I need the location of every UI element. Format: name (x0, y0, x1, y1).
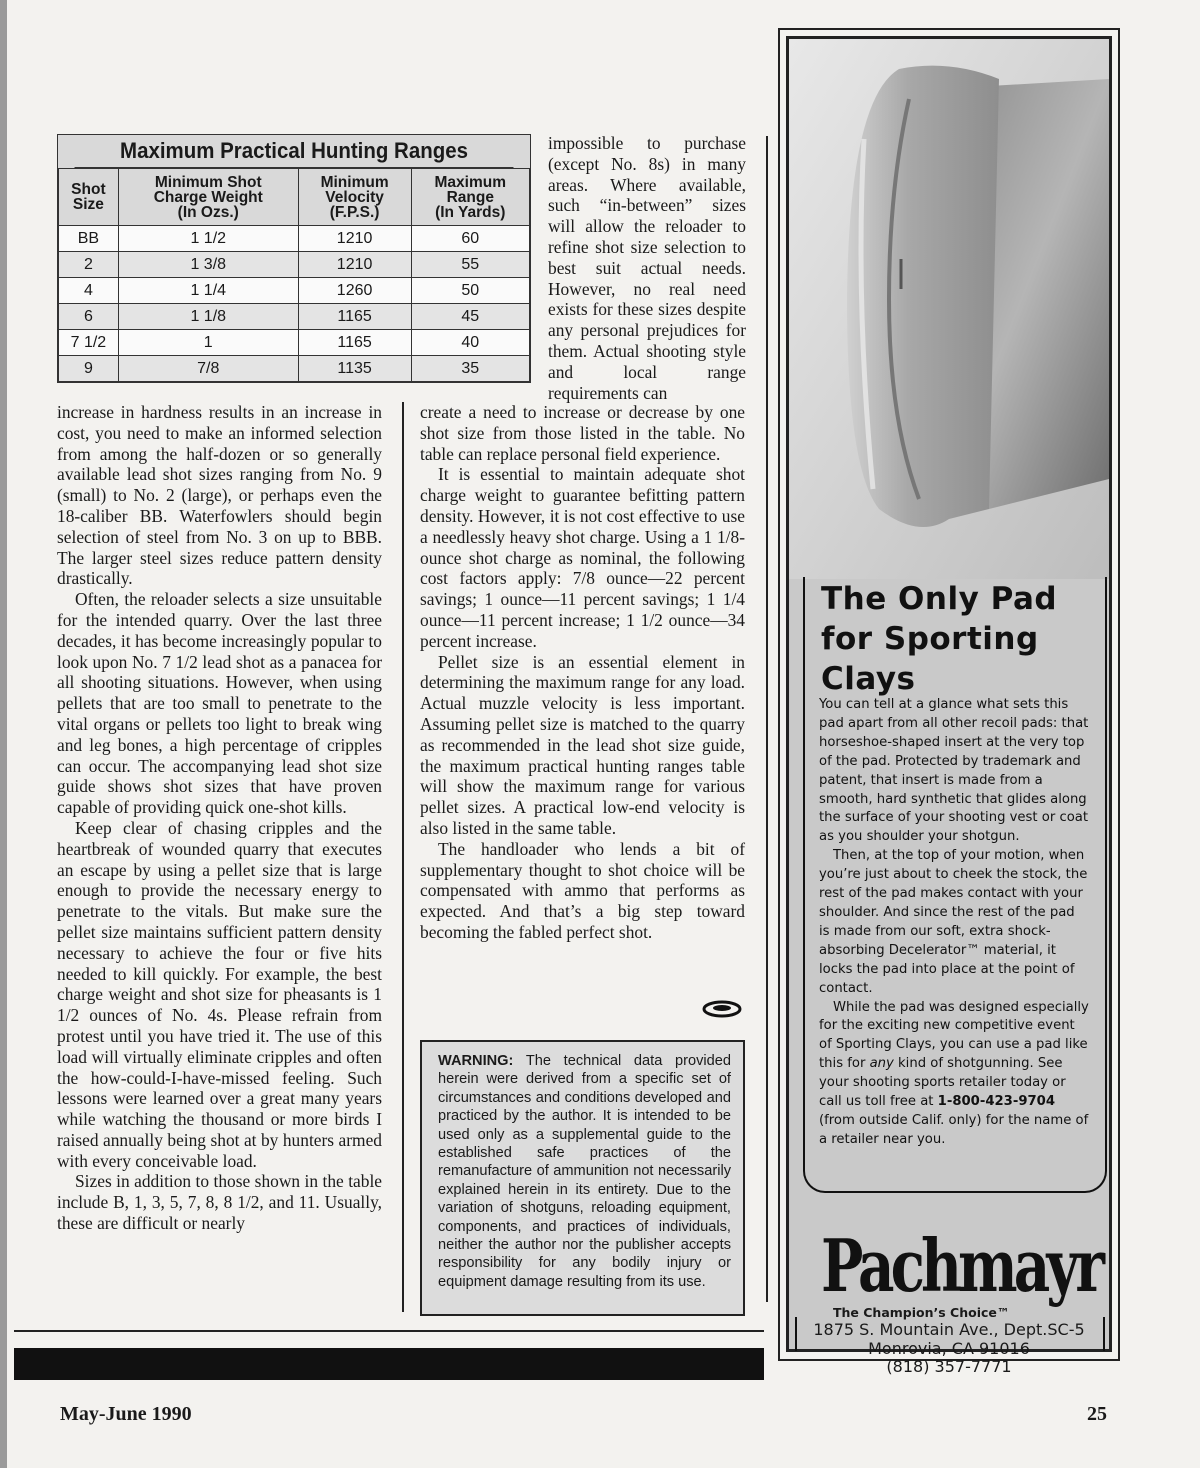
warning-box (420, 1040, 745, 1316)
header-line: Range (446, 188, 494, 206)
table-cell: 1 3/8 (118, 252, 298, 278)
paragraph: Pellet size is an essential element in determining the maximum range for any load. Actual muzzle velocity is less important. Assuming pellet size is matched to the quarry as recommended in the lead shot size guide, the maximum practical hunting ranges table will show the maximum range for various pellet sizes. A practical low-end velocity is also listed in the same table. (420, 651, 745, 838)
pachmayr-ad (786, 36, 1112, 1376)
header-line: Minimum Shot (154, 173, 262, 191)
table-cell: 2 (59, 252, 119, 278)
column-header (118, 169, 298, 226)
table-row (59, 226, 530, 252)
ad-paragraph: You can tell at a glance what sets this pad apart from all other recoil pads: that horseshoe-shaped insert at the very top of the pad. Protected by trademark and patent, that insert is made from a smooth, hard synthetic that glides along the surface of your shooting vest or coat as you shoulder your shotgun. (819, 697, 1089, 845)
black-bar (14, 1348, 764, 1380)
toll-free-number: 1-800-423-9704 (937, 1094, 1056, 1110)
header-line: Size (72, 196, 104, 213)
paragraph: It is essential to maintain adequate shot charge weight to guarantee befitting pattern density. However, it is not cost effective to use a needlessly heavy shot charge. Using a 1 1/8-ounce shot charge as nominal, the following cost factors apply: 7/8 ounce—22 percent savings; 1 ounce—11 percent savings; 1 1/4 ounce—11 percent increase; 1 1/2 ounce—34 percent increase. (420, 464, 745, 651)
ad-body-copy (819, 696, 1089, 1150)
header-line: Minimum (320, 173, 389, 191)
paragraph: impossible to purchase (except No. 8s) in many areas. Where available, such “in-between” sizes will allow the reloader to refine shot size selection to best suit actual needs. However, no real need exists for these sizes despite any personal prejudices for them. Actual shooting style and local range requirements can (548, 133, 746, 403)
header-line: Velocity (325, 188, 384, 206)
column-divider (402, 402, 404, 1312)
table-cell: 45 (411, 304, 530, 330)
paragraph: Sizes in addition to those shown in the table include B, 1, 3, 5, 7, 8, 8 1/2, and 11. Usually, these are difficult or nearly (57, 1171, 382, 1234)
table-cell: 1 1/4 (118, 278, 298, 304)
article-col-1 (57, 402, 382, 1234)
address-line: Monrovia, CA 91016 (868, 1338, 1030, 1358)
header-line: (In Ozs.) (177, 203, 239, 221)
ad-text: kind of shotgunning. See your shooting sports retailer today or call us toll free at (819, 1056, 1066, 1110)
table-cell: 1210 (298, 226, 411, 252)
table-cell: 1 (118, 330, 298, 356)
paragraph: The handloader who lends a bit of supplementary thought to shot choice will be compensated with ammo that performs as expected. And that’s a big step toward becoming the fabled perfect shot. (420, 838, 745, 942)
table-cell: 7 1/2 (59, 330, 119, 356)
table-cell: 9 (59, 356, 119, 382)
header-line: (In Yards) (435, 203, 506, 221)
table-cell: 1 1/2 (118, 226, 298, 252)
table-cell: 60 (411, 226, 530, 252)
paragraph: Often, the reloader selects a size unsuitable for the intended quarry. Over the last three decades, it has become increasingly popular to look upon No. 7 1/2 lead shot as a panacea for all shooting situations. However, when using pellets that are too small to penetrate to the vital organs or pellets too light to break wing and leg bones, a high percentage of cripples can occur. The accompanying lead shot size guide shows shot sizes that have proven capable of providing quick one-shot kills. (57, 589, 382, 818)
column-header (59, 169, 119, 226)
article-col-2 (420, 402, 745, 943)
ad-text: While the pad was designed especially for the exciting new competitive event of Sporting Clays, you can use a pad like this for (819, 999, 1089, 1072)
warning-label: WARNING: (438, 1053, 514, 1069)
table-cell: BB (59, 226, 119, 252)
table-title: Maximum Practical Hunting Ranges (75, 135, 514, 168)
page-number: 25 (1087, 1403, 1107, 1425)
header-line: Shot (71, 181, 106, 198)
table-row (59, 278, 530, 304)
column-header (298, 169, 411, 226)
recoil-pad-photo (789, 39, 1109, 579)
ad-emphasis: any (869, 1056, 894, 1072)
table-row (59, 330, 530, 356)
table-cell: 1165 (298, 304, 411, 330)
page-edge (0, 0, 7, 1468)
pachmayr-logo (819, 1219, 1109, 1309)
article-col-top-right (548, 133, 746, 403)
column-header (411, 169, 530, 226)
ad-paragraph (819, 999, 1089, 1150)
table-row (59, 252, 530, 278)
issue-date: May-June 1990 (60, 1403, 192, 1425)
table-row (59, 356, 530, 382)
table-cell: 7/8 (118, 356, 298, 382)
table-cell: 1260 (298, 278, 411, 304)
table-cell: 4 (59, 278, 119, 304)
address-line: 1875 S. Mountain Ave., Dept.SC-5 (813, 1320, 1085, 1339)
header-line: Maximum (434, 173, 506, 191)
ad-text: (from outside Calif. only) for the name of a retailer near you. (819, 1112, 1089, 1147)
table-header-row (59, 169, 530, 226)
table-body (59, 226, 530, 382)
table-cell: 1135 (298, 356, 411, 382)
ad-tagline: The Champion’s Choice™ (833, 1305, 1010, 1320)
table-cell: 1 1/8 (118, 304, 298, 330)
paragraph: Keep clear of chasing cripples and the heartbreak of wounded quarry that executes an escape by using a pellet size that is large enough to provide the necessary energy to penetrate to the vitals. But make sure the pellet size maintains sufficient pattern density necessary to achieve the four or five hits needed to kill quickly. For example, the best charge weight and shot size for pheasants is 1 1/2 ounces of No. 4s. Please refrain from protest until you have tried it. The use of this load will virtually eliminate cripples and often the how-could-I-have-missed feeling. Such lessons were learned over a great many years while watching the thousand or more birds I raised annually being shot at by hunters armed with every conceivable load. (57, 817, 382, 1171)
table-cell: 6 (59, 304, 119, 330)
clay-target-icon (702, 998, 742, 1020)
paragraph: increase in hardness results in an increase in cost, you need to make an informed selection from among the half-dozen or so generally available lead shot sizes ranging from No. 9 (small) to No. 2 (large), or perhaps even the 18-caliber BB. Waterfowlers should begin selection of steel from No. 3 on up to BBB. The larger steel sizes reduce pattern density drastically. (57, 402, 382, 589)
table-grid (58, 168, 530, 382)
ad-headline: The Only Pad for Sporting Clays (821, 581, 1058, 697)
header-line: (F.P.S.) (329, 203, 380, 221)
ad-paragraph: Then, at the top of your motion, when you’re just about to cheek the stock, the rest of the pad makes contact with your shoulder. And since the rest of the pad is made from our soft, extra shock-absorbing Decelerator™ material, it locks the pad into place at the point of contact. (819, 848, 1088, 996)
paragraph: create a need to increase or decrease by one shot size from those listed in the table. No table can replace personal field experience. (420, 402, 745, 464)
phone-number: (818) 357-7771 (886, 1357, 1012, 1376)
table-cell: 55 (411, 252, 530, 278)
table-cell: 35 (411, 356, 530, 382)
warning-text: The technical data provided herein were derived from a specific set of circumstances and conditions developed and practiced by the author. It is intended to be used only as a supplemental guide to the established safe practices of the remanufacture of ammunition not necessarily explained herein in its entirety. Due to the variation of shotguns, reloading equipment, components, and practices of individuals, neither the author nor the publisher accepts responsibility for any bodily injury or equipment damage resulting from its use. (438, 1053, 731, 1290)
table-cell: 1210 (298, 252, 411, 278)
table-cell: 40 (411, 330, 530, 356)
column-divider (766, 136, 768, 1302)
table-row (59, 304, 530, 330)
bottom-rule (14, 1330, 764, 1332)
ad-address (789, 1321, 1109, 1377)
table-cell: 50 (411, 278, 530, 304)
table-cell: 1165 (298, 330, 411, 356)
brand-wordmark: Pachmayr (821, 1223, 1106, 1308)
hunting-ranges-table (57, 134, 531, 383)
header-line: Charge Weight (153, 188, 263, 206)
